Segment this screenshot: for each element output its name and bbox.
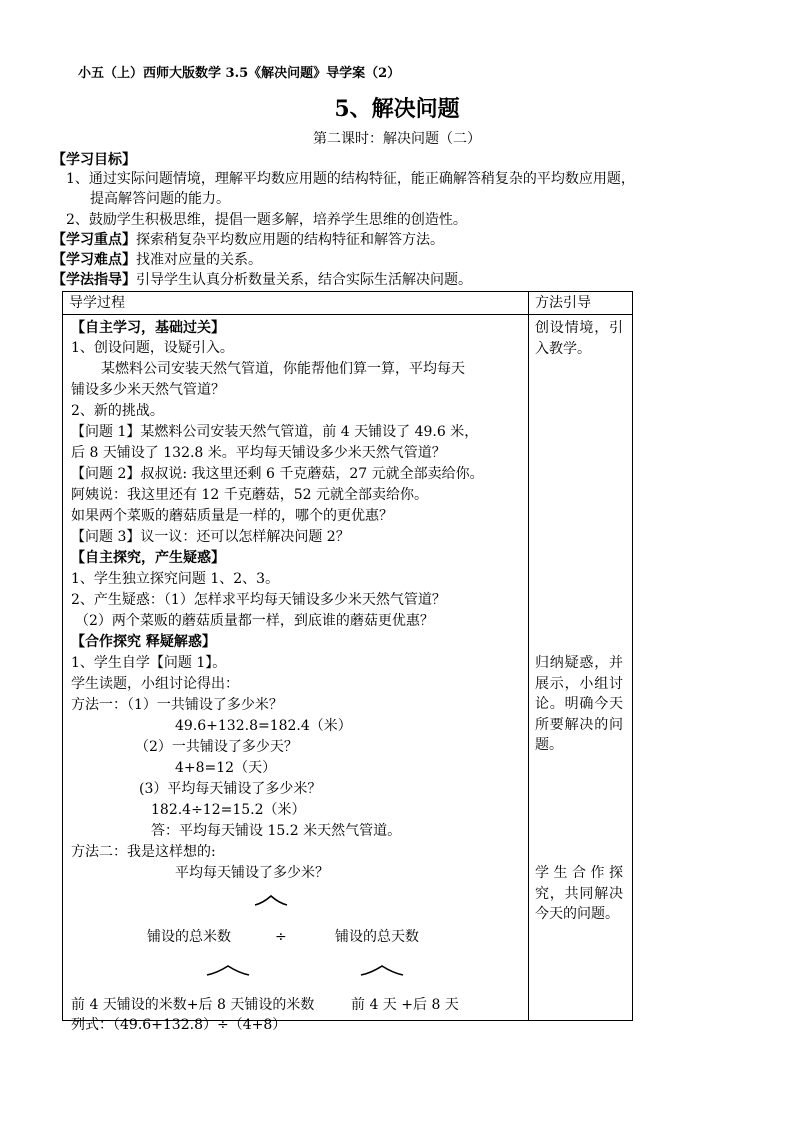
text-line: 2、新的挑战。 — [71, 403, 164, 419]
problem-3: 【问题 3】议一议：还可以怎样解决问题 2？ — [71, 529, 350, 545]
method-cell — [529, 315, 633, 1021]
text-line: 1、学生独立探究问题 1、2、3。 — [71, 571, 280, 587]
problem-2-line-c: 如果两个菜贩的蘑菇质量是一样的，哪个的更优惠？ — [71, 508, 393, 524]
brace-icon — [253, 893, 289, 907]
difficulty — [52, 250, 262, 270]
method-1-step-1: 方法一：（1）一共铺设了多少米？ — [71, 697, 283, 713]
text-line: （2）两个菜贩的蘑菇质量都一样，到底谁的蘑菇更优惠？ — [75, 613, 434, 629]
objective-1-line-a: 1、通过实际问题情境，理解平均数应用题的结构特征，能正确解答稍复杂的平均数应用题， — [66, 171, 635, 187]
method-2-intro: 方法二：我是这样想的: — [71, 844, 216, 860]
brace-icon — [205, 963, 251, 977]
text-line: 某燃料公司安装天然气管道，你能帮他们算一算，平均每天 — [101, 361, 465, 377]
page-subtitle: 第二课时：解决问题（二） — [313, 131, 481, 147]
key-point-label: 【学习重点】 — [52, 232, 136, 248]
method-note: 学生合作探究，共同解决今天的问题。 — [535, 865, 623, 922]
text-line: 铺设多少米天然气管道？ — [71, 382, 225, 398]
text-line: 1、学生自学【问题 1】。 — [71, 655, 227, 671]
study-table — [62, 291, 633, 1033]
section-heading: 【合作探究 释疑解惑】 — [71, 634, 216, 650]
problem-2-line-b: 阿姨说：我这里还有 12 千克蘑菇，52 元就全部卖给你。 — [71, 487, 428, 503]
text-line: 1、创设问题，设疑引入。 — [71, 340, 234, 356]
document-header: 小五（上）西师大版数学 3.5《解决问题》导学案（2） — [78, 66, 401, 81]
method-guide — [52, 270, 472, 290]
key-point — [52, 230, 444, 250]
method-1-step-2: （2）一共铺设了多少天？ — [135, 739, 298, 755]
col-header-process: 导学过程 — [63, 292, 529, 315]
text-line: 学生读题，小组讨论得出： — [71, 676, 239, 692]
method-note: 归纳疑惑，并展示，小组讨论。明确今天所要解决的问题。 — [535, 655, 623, 753]
col-header-method: 方法引导 — [529, 292, 633, 315]
total-meters-label: 铺设的总米数 — [147, 929, 231, 945]
method-label: 【学法指导】 — [52, 272, 136, 288]
section-heading: 【自主学习，基础过关】 — [71, 320, 225, 336]
method-1-calc-1: 49.6+132.8=182.4（米） — [175, 718, 352, 734]
problem-2-line-a: 【问题 2】叔叔说: 我这里还剩 6 千克蘑菇，27 元就全部卖给你。 — [71, 466, 484, 482]
process-cell — [63, 315, 529, 1033]
page-title: 5、解决问题 — [334, 96, 460, 122]
method-text: 引导学生认真分析数量关系，结合实际生活解决问题。 — [136, 272, 472, 288]
key-point-text: 探索稍复杂平均数应用题的结构特征和解答方法。 — [136, 232, 444, 248]
objective-2: 2、鼓励学生积极思维，提倡一题多解，培养学生思维的创造性。 — [66, 212, 467, 228]
difficulty-label: 【学习难点】 — [52, 252, 136, 268]
problem-1-line-b: 后 8 天铺设了 132.8 米。平均每天铺设多少米天然气管道？ — [71, 445, 446, 461]
method-note: 创设情境，引入教学。 — [535, 320, 623, 357]
difficulty-text: 找准对应量的关系。 — [136, 252, 262, 268]
meters-breakdown: 前 4 天铺设的米数+后 8 天铺设的米数 — [71, 997, 315, 1013]
total-days-label: 铺设的总天数 — [335, 929, 419, 945]
divide-sign: ÷ — [275, 929, 287, 945]
days-breakdown: 前 4 天 +后 8 天 — [351, 997, 459, 1013]
method-1-answer: 答：平均每天铺设 15.2 米天然气管道。 — [151, 823, 402, 839]
formula-line: 列式：（49.6+132.8）÷（4+8） — [71, 1017, 287, 1033]
section-heading: 【自主探究，产生疑惑】 — [71, 550, 225, 566]
problem-1-line-a: 【问题 1】某燃料公司安装天然气管道，前 4 天铺设了 49.6 米， — [71, 424, 479, 440]
brace-icon — [359, 963, 405, 977]
objective-1-line-b: 提高解答问题的能力。 — [90, 191, 230, 207]
objectives-label: 【学习目标】 — [52, 152, 136, 168]
method-1-calc-2: 4+8=12（天） — [175, 760, 277, 776]
method-1-step-3: (3）平均每天铺设了多少米？ — [139, 781, 322, 797]
text-line: 2、产生疑惑：（1）怎样求平均每天铺设多少米天然气管道？ — [71, 592, 446, 608]
method-1-calc-3: 182.4÷12=15.2（米） — [151, 802, 306, 818]
method-2-question: 平均每天铺设了多少米？ — [175, 865, 329, 881]
